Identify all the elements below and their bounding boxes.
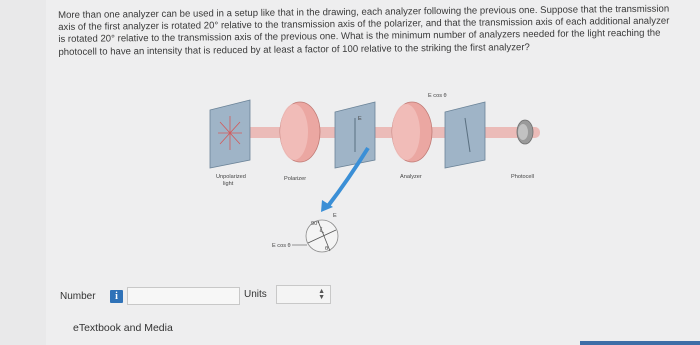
- angle-label: 90°: [311, 221, 320, 227]
- e-cos-theta-top-label: E cos θ: [428, 93, 447, 99]
- bottom-action-bar[interactable]: [580, 341, 700, 345]
- polarization-diagram: [190, 90, 560, 270]
- info-icon[interactable]: i: [110, 290, 123, 303]
- question-text: More than one analyzer can be used in a setup like that in the drawing, each analyzer following the previous one. Suppose that the transmission axis of the first analyzer is rotated 20° relative to the transmission axis of the polarizer, and that the transmission axis of each additional analyzer is rotated 20° relative to the transmission axis of the previous one. What is the minimum number of analyzers needed for the light reaching the photocell to have an intensity that is reduced by at least a factor of 100 relative to the striking the first analyzer?: [58, 3, 670, 58]
- analyzer-filter: [445, 102, 485, 168]
- angle-inset: [306, 213, 338, 252]
- number-label: Number: [60, 291, 96, 302]
- number-input[interactable]: [127, 287, 240, 305]
- unpolarized-filter: [210, 100, 250, 168]
- e-cos-theta-bottom-label: E cos θ: [272, 243, 291, 249]
- analyzer-lens: [392, 102, 432, 162]
- theta-label: θ: [325, 246, 329, 252]
- units-label: Units: [244, 289, 267, 300]
- analyzer-label: Analyzer: [400, 174, 422, 180]
- polarizer-label: Polarizer: [284, 176, 307, 182]
- e-field-label-1: E: [358, 116, 362, 122]
- polarizer-lens: [280, 102, 320, 162]
- unpolarized-label-line1: Unpolarized: [216, 174, 246, 180]
- etextbook-media-link[interactable]: eTextbook and Media: [73, 322, 173, 334]
- updown-arrows-icon: ▲ ▼: [318, 288, 325, 301]
- unpolarized-label-line2: light: [223, 181, 234, 187]
- polarizer-filter: [335, 102, 375, 168]
- photocell-icon: [517, 120, 533, 144]
- photocell-label: Photocell: [511, 174, 535, 180]
- e-field-label-2: E: [333, 213, 337, 219]
- units-select[interactable]: [276, 285, 331, 304]
